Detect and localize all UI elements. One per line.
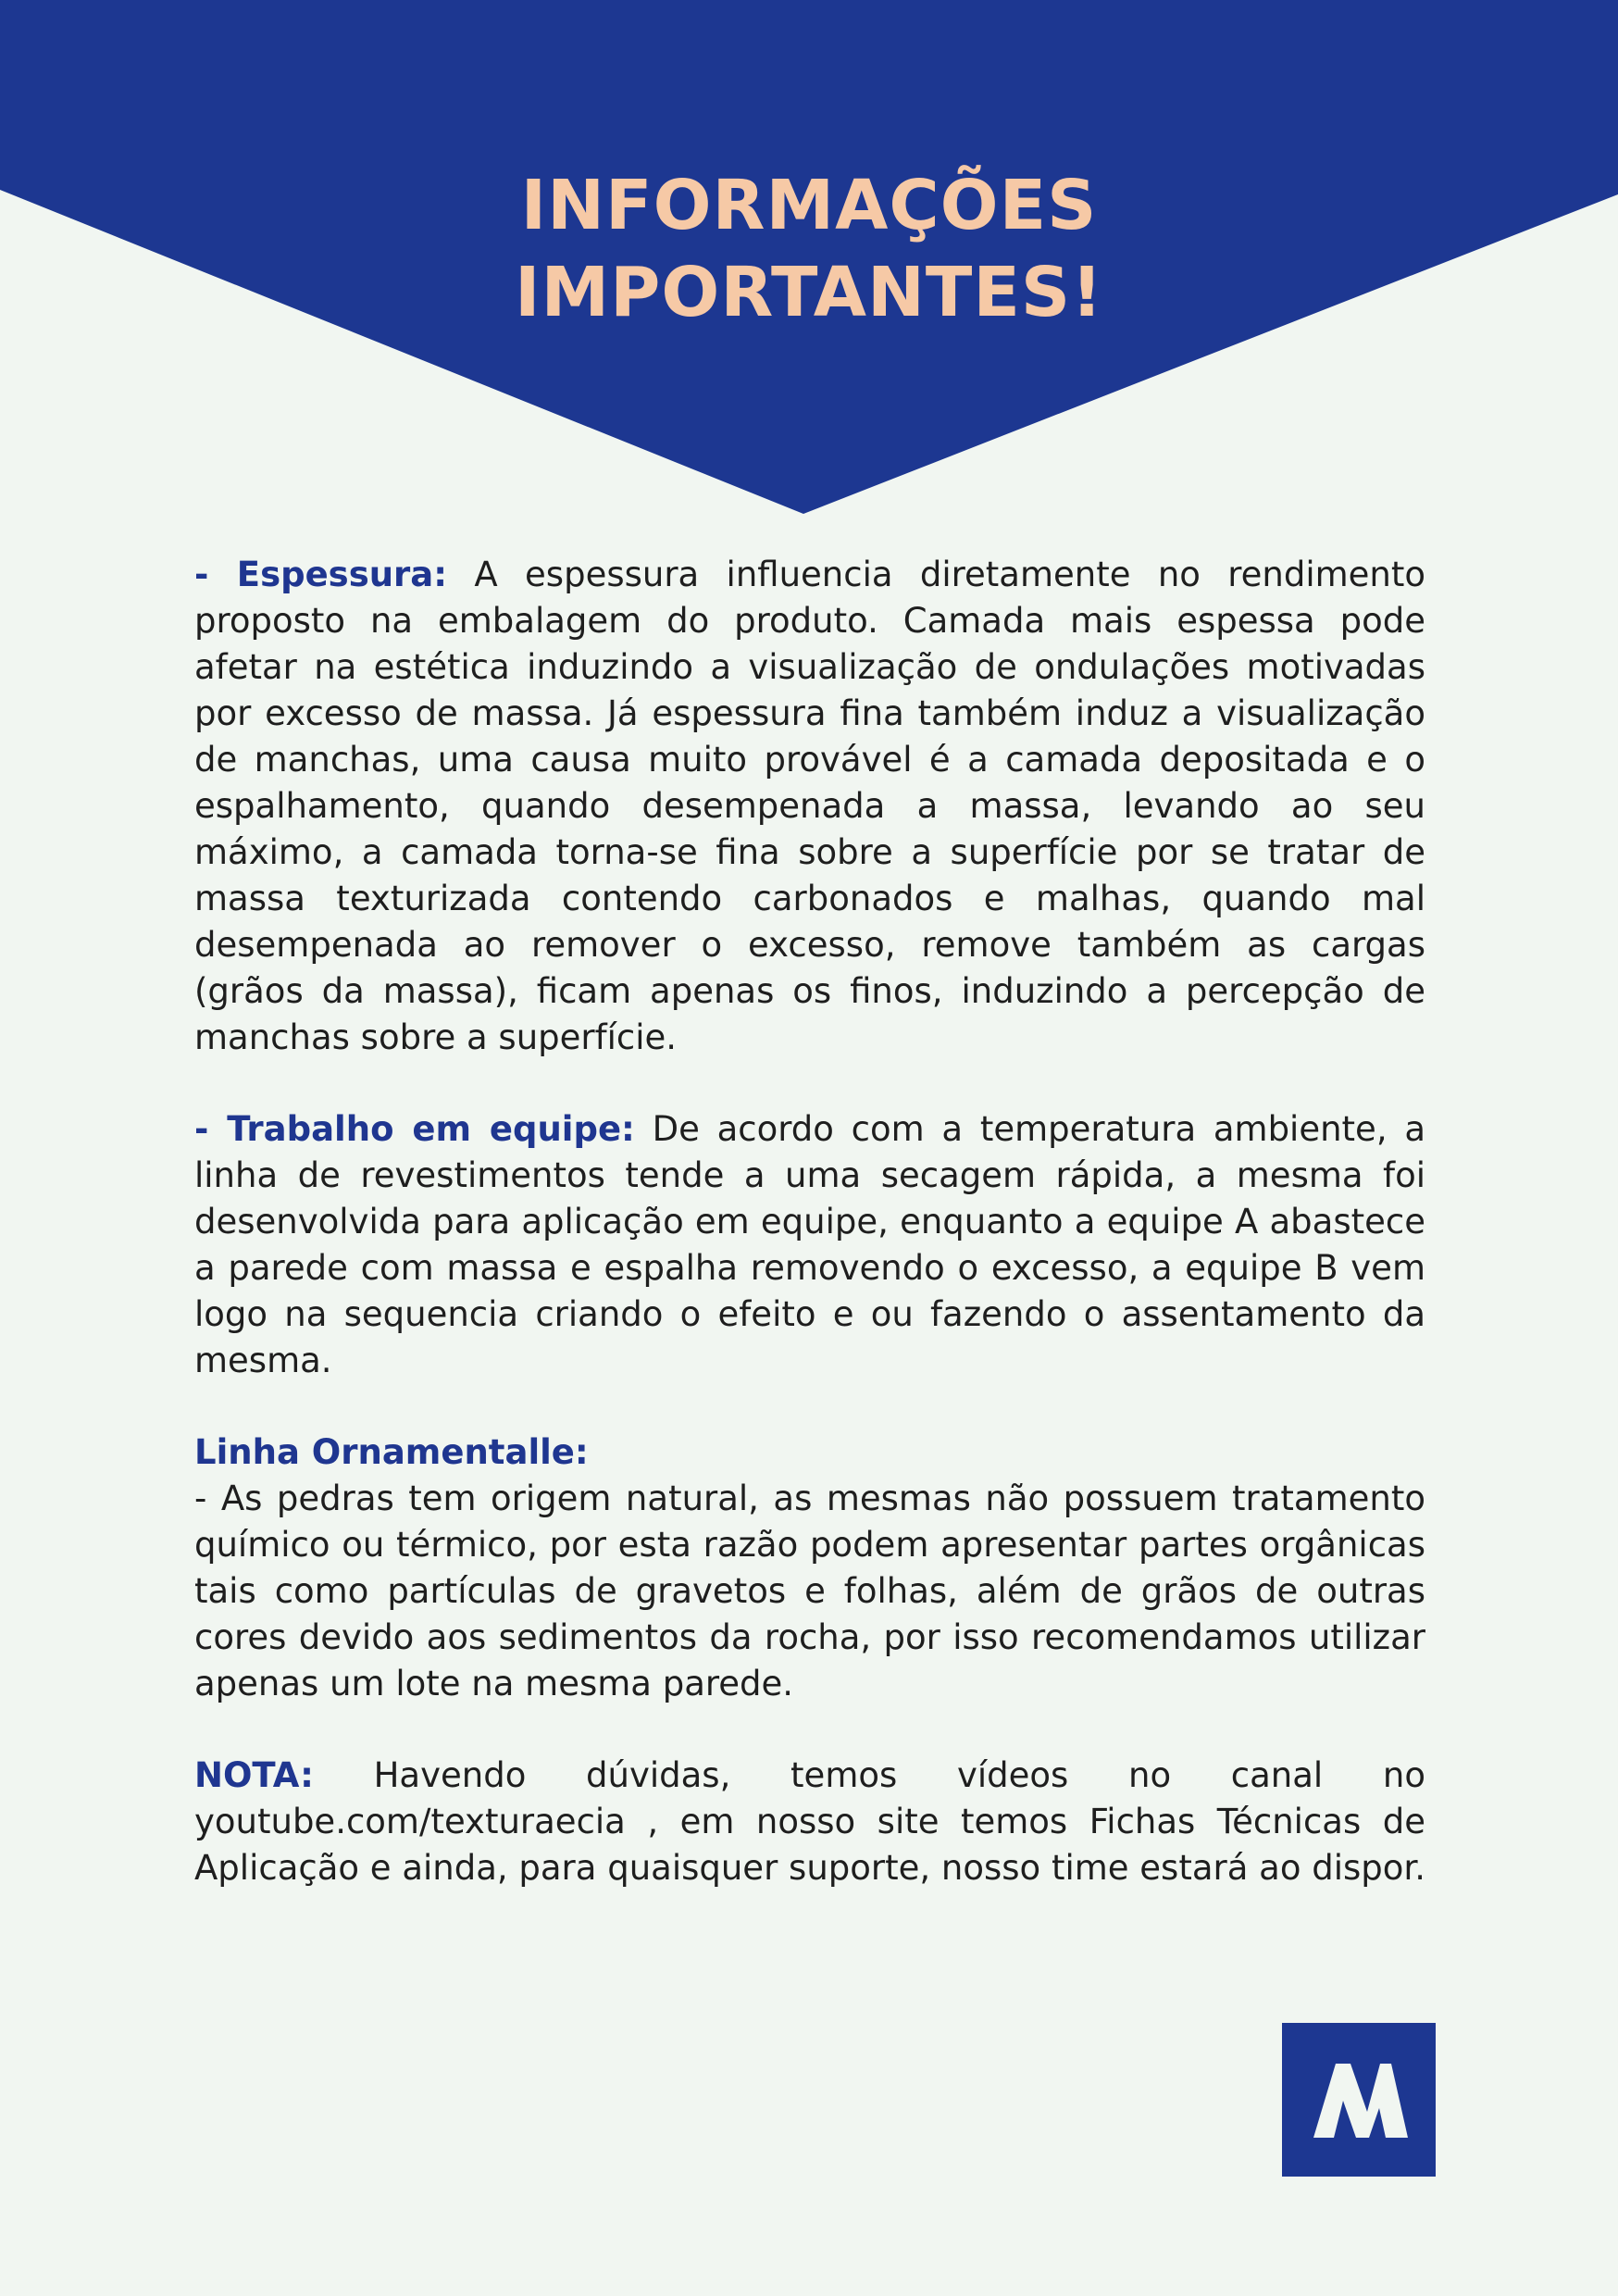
section-linha-heading: Linha Ornamentalle:: [194, 1432, 589, 1472]
section-espessura: [194, 552, 1425, 1061]
section-espessura-text: A espessura influencia diretamente no rendimento proposto na embalagem do produto. Camada mais espessa pode afetar na estética induzindo a visualização de ondulações motivadas por excesso de massa. Já espessura fina também induz a visualização de manchas, uma causa muito provável é a camada depositada e o espalhamento, quando desempenada a massa, levando ao seu máximo, a camada torna-se fina sobre a superfície por se tratar de massa texturizada contendo carbonados e malhas, quando mal desempenada ao remover o excesso, remove também as cargas (grãos da massa), ficam apenas os finos, induzindo a percepção de manchas sobre a superfície.: [194, 555, 1426, 1057]
brand-logo-icon: [1282, 2023, 1436, 2177]
page-title: [0, 162, 1618, 336]
section-nota-text: Havendo dúvidas, temos vídeos no canal no youtube.com/texturaecia , em nosso site temos Fichas Técnicas de Aplicação e ainda, para quaisquer suporte, nosso time estará ao dispor.: [194, 1755, 1425, 1888]
section-linha-ornamentalle: [194, 1429, 1425, 1707]
section-linha-text: - As pedras tem origem natural, as mesmas não possuem tratamento químico ou térmico, por esta razão podem apresentar partes orgânicas tais como partículas de gravetos e folhas, além de grãos de outras cores devido aos sedimentos da rocha, por isso recomendamos utilizar apenas um lote na mesma parede.: [194, 1479, 1425, 1703]
section-nota-label: NOTA:: [194, 1755, 314, 1795]
section-trabalho-em-equipe: [194, 1106, 1425, 1384]
page-title-line-2: IMPORTANTES!: [515, 253, 1103, 332]
section-espessura-label: - Espessura:: [194, 555, 448, 594]
section-nota: [194, 1753, 1425, 1891]
section-trabalho-label: - Trabalho em equipe:: [194, 1109, 635, 1149]
section-trabalho-text: De acordo com a temperatura ambiente, a linha de revestimentos tende a uma secagem rápida, a mesma foi desenvolvida para aplicação em equipe, enquanto a equipe A abastece a parede com massa e espalha removendo o excesso, a equipe B vem logo na sequencia criando o efeito e ou fazendo o assentamento da mesma.: [194, 1109, 1425, 1380]
page-title-line-1: INFORMAÇÕES: [520, 166, 1098, 245]
main-content: [194, 552, 1425, 1937]
